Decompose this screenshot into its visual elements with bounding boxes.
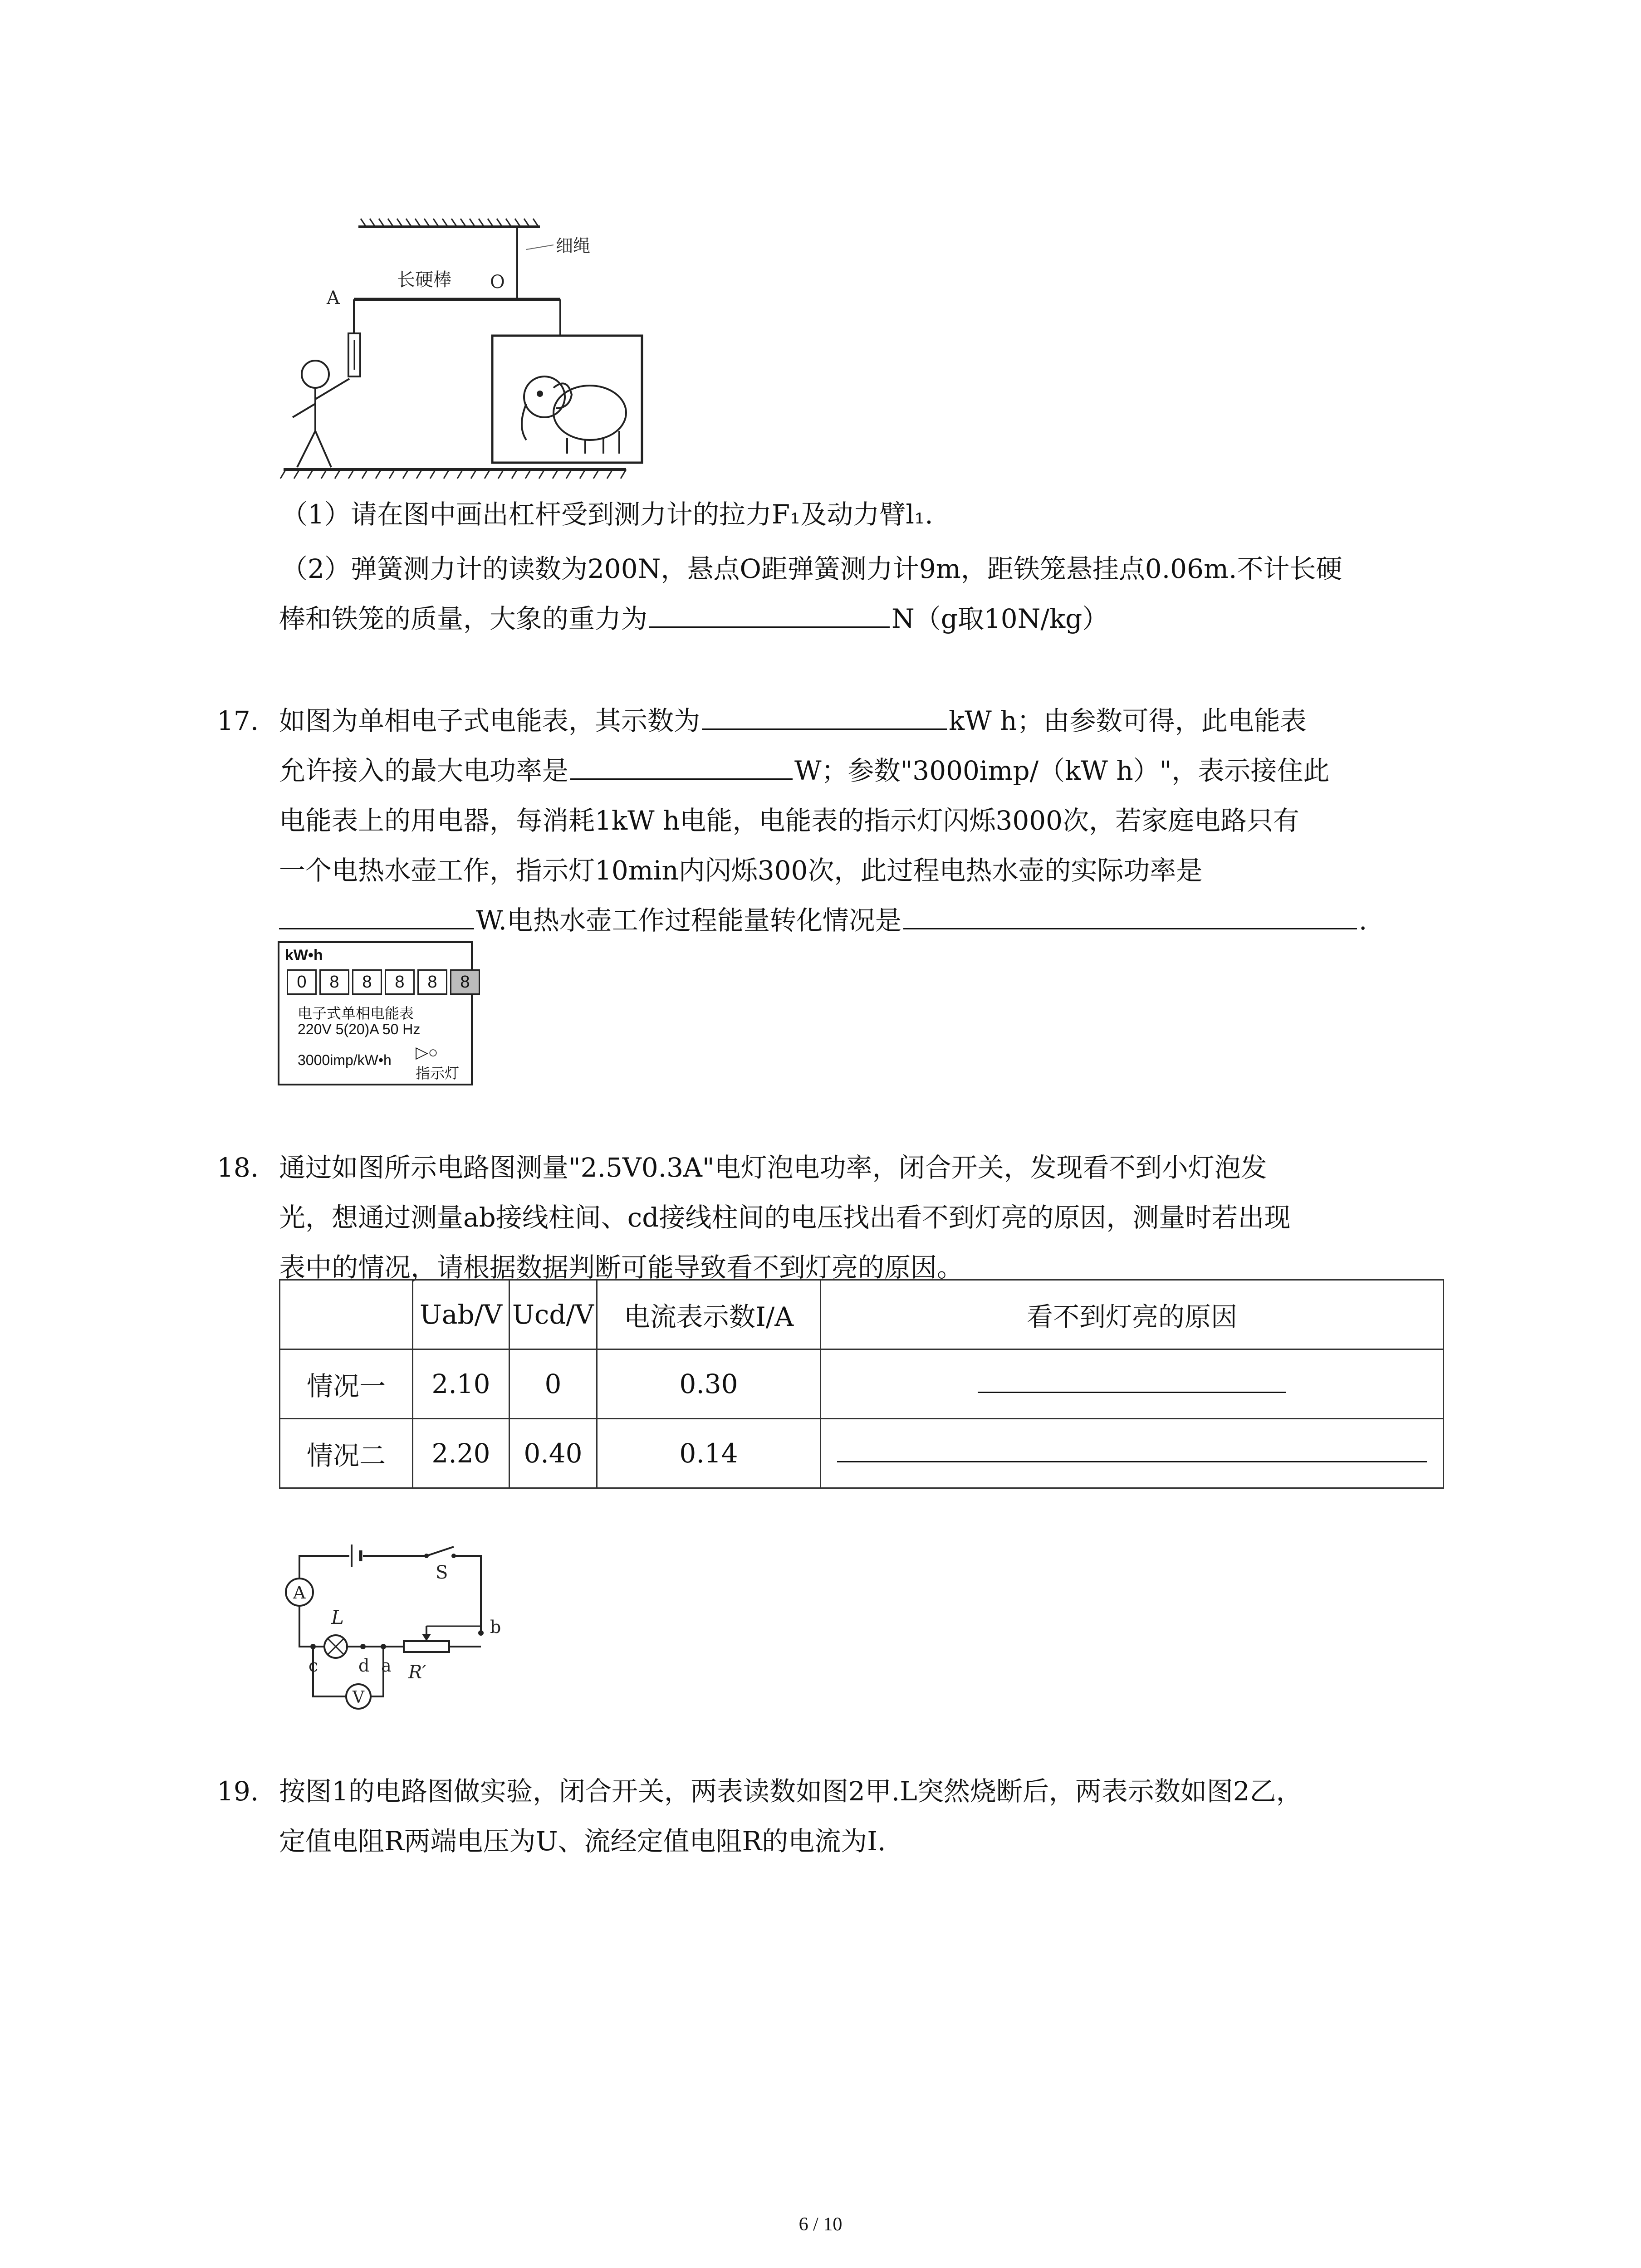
rod-label: 长硬棒: [397, 269, 451, 290]
terminal-c-label: c: [309, 1656, 318, 1676]
table-row: [280, 1419, 1444, 1488]
table-row: [280, 1349, 1444, 1419]
meter-digit: 8: [417, 969, 447, 995]
q19-line1: 按图1的电路图做实验，闭合开关，两表读数如图2甲.L突然烧断后，两表示数如图2乙，: [279, 1776, 1303, 1807]
q17-line5: [279, 907, 1367, 934]
q17-l1-a: 如图为单相电子式电能表，其示数为: [279, 705, 700, 736]
q18-line3: 表中的情况，请根据数据判断可能导致看不到灯亮的原因。: [279, 1252, 964, 1283]
q16-text-b: N（g取10N/kg）: [892, 603, 1109, 634]
meter-digits: [287, 969, 483, 995]
person-icon: [302, 361, 329, 388]
table-cell: 情况二: [280, 1419, 413, 1488]
meter-digit: 8: [319, 969, 349, 995]
q16-part2-line1: （2）弹簧测力计的读数为200N，悬点O距弹簧测力计9m，距铁笼悬挂点0.06m.不计长硬: [281, 553, 1342, 584]
q18-line1: 通过如图所示电路图测量"2.5V0.3A"电灯泡电功率，闭合开关，发现看不到小灯泡发: [279, 1152, 1267, 1183]
table-cell: 2.20: [413, 1419, 509, 1488]
rope-label: 细绳: [556, 236, 591, 256]
table-cell: 0.14: [597, 1419, 821, 1488]
table-header: 电流表示数I/A: [597, 1280, 821, 1349]
pivot-label: O: [490, 272, 505, 293]
energy-conversion-blank[interactable]: [903, 924, 1357, 929]
rheostat-label: R′: [408, 1662, 426, 1683]
q18-number: 18.: [217, 1152, 259, 1183]
meter-imp: 3000imp/kW•h: [298, 1052, 392, 1068]
table-cell: 0: [509, 1349, 597, 1419]
table-cell: 情况一: [280, 1349, 413, 1419]
q17-l5-a: W.电热水壶工作过程能量转化情况是: [476, 905, 901, 936]
meter-unit: kW•h: [285, 947, 323, 964]
q17-line4: 一个电热水壶工作，指示灯10min内闪烁300次，此过程电热水壶的实际功率是: [279, 855, 1203, 886]
lever-elephant-figure: [272, 213, 681, 485]
q16-text-a: 棒和铁笼的质量，大象的重力为: [279, 603, 648, 634]
q17-number: 17.: [217, 705, 259, 736]
meter-digit: 8: [450, 969, 480, 995]
q19-number: 19.: [217, 1776, 259, 1807]
q17-line2: [279, 755, 1330, 786]
circuit-diagram: [272, 1529, 526, 1737]
voltmeter-label: V: [353, 1688, 364, 1707]
table-header: Ucd/V: [509, 1280, 597, 1349]
indicator-light-icon: ▷○: [416, 1043, 438, 1061]
q16-part1: （1）请在图中画出杠杆受到测力计的拉力F₁及动力臂l₁.: [281, 499, 933, 530]
table-cell: [821, 1349, 1444, 1419]
max-power-blank[interactable]: [570, 775, 793, 780]
reason-blank-1[interactable]: [978, 1374, 1286, 1393]
table-cell: [821, 1419, 1444, 1488]
meter-title: 电子式单相电能表: [298, 1005, 414, 1022]
terminal-d-label: d: [358, 1656, 370, 1676]
lamp-label: L: [331, 1606, 344, 1628]
terminal-b-label: b: [490, 1617, 501, 1637]
page-number: 6 / 10: [798, 2214, 843, 2235]
point-a-label: A: [327, 288, 340, 308]
q16-part2-line2: [279, 603, 1109, 634]
reason-blank-2[interactable]: [837, 1443, 1427, 1462]
kettle-power-blank[interactable]: [279, 924, 474, 929]
table-header: [280, 1280, 413, 1349]
electric-meter: [278, 941, 473, 1085]
q17-l2-b: W；参数"3000imp/（kW h）"，表示接住此: [794, 755, 1330, 786]
meter-digit: 8: [352, 969, 382, 995]
meter-digit: 8: [385, 969, 415, 995]
q19-line2: 定值电阻R两端电压为U、流经定值电阻R的电流为I.: [279, 1826, 886, 1857]
ammeter-label: A: [293, 1583, 306, 1603]
meter-digit: 0: [287, 969, 317, 995]
table-header: Uab/V: [413, 1280, 509, 1349]
terminal-a-label: a: [381, 1656, 392, 1676]
table-header: 看不到灯亮的原因: [821, 1280, 1444, 1349]
q17-l5-b: .: [1358, 905, 1367, 936]
table-cell: 2.10: [413, 1349, 509, 1419]
switch-icon: [451, 1554, 456, 1558]
q17-line3: 电能表上的用电器，每消耗1kW h电能，电能表的指示灯闪烁3000次，若家庭电路只有: [279, 805, 1300, 836]
q17-l2-a: 允许接入的最大电功率是: [279, 755, 569, 786]
table-cell: 0.40: [509, 1419, 597, 1488]
q18-line2: 光，想通过测量ab接线柱间、cd接线柱间的电压找出看不到灯亮的原因，测量时若出现: [279, 1202, 1291, 1233]
meter-reading-blank[interactable]: [702, 725, 947, 730]
table-header-row: [280, 1280, 1444, 1349]
q17-l1-b: kW h；由参数可得，此电能表: [949, 705, 1307, 736]
elephant-weight-blank[interactable]: [649, 623, 890, 628]
switch-label: S: [436, 1562, 448, 1583]
rheostat-icon: [404, 1641, 449, 1652]
meter-spec: 220V 5(20)A 50 Hz: [298, 1021, 421, 1037]
indicator-label: 指示灯: [416, 1065, 460, 1081]
table-cell: 0.30: [597, 1349, 821, 1419]
q17-line1: [279, 705, 1307, 736]
measurement-table: [279, 1279, 1444, 1489]
